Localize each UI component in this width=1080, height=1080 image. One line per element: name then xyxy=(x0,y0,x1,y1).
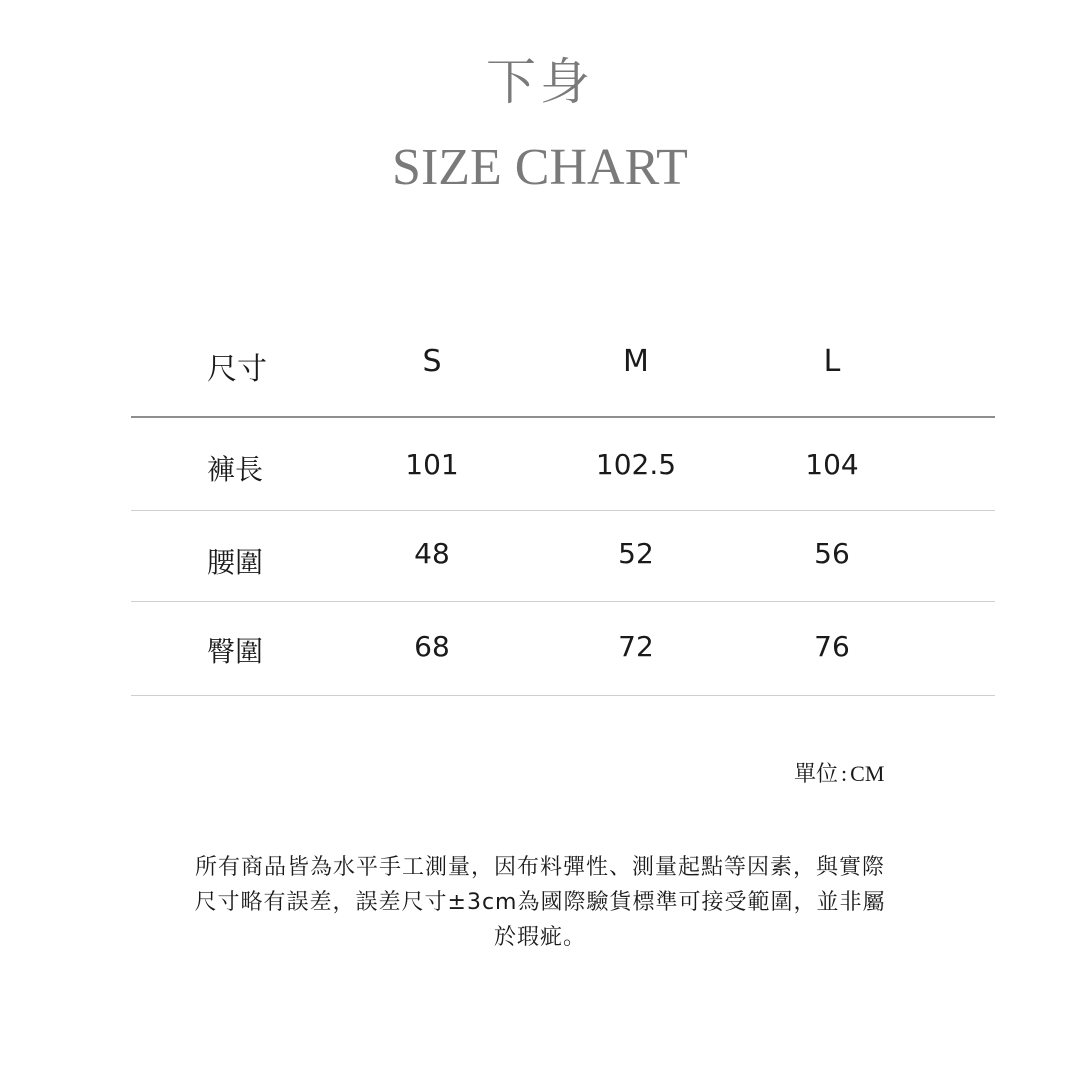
row-label-hip: 臀圍 xyxy=(207,635,264,668)
header-size-label: 尺寸 xyxy=(207,352,267,387)
disclaimer-line-2: 尺寸略有誤差，誤差尺寸±3cm為國際驗貨標準可接受範圍，並非屬 xyxy=(194,890,886,915)
disclaimer-line-3: 於瑕疵。 xyxy=(493,925,586,950)
unit-label: 單位 xyxy=(794,762,839,787)
row-label-pants-length: 褲長 xyxy=(207,453,264,486)
disclaimer-line-1: 所有商品皆為水平手工測量，因布料彈性、測量起點等因素，與實際 xyxy=(194,855,885,880)
unit-value: CM xyxy=(850,761,885,786)
row-label-waist: 腰圍 xyxy=(207,546,264,579)
table-row: 腰圍 48 52 56 xyxy=(131,511,995,602)
table-header-row: 尺寸 S M L xyxy=(131,318,995,418)
unit-note xyxy=(794,757,884,788)
size-table xyxy=(131,318,995,696)
page-title-english: SIZE CHART xyxy=(392,139,688,196)
unit-separator: : xyxy=(841,761,848,786)
measurement-disclaimer xyxy=(180,850,900,955)
table-row: 臀圍 68 72 76 xyxy=(131,602,995,696)
page-title-chinese: 下身 xyxy=(486,53,594,111)
table-row: 褲長 101 102.5 104 xyxy=(131,418,995,511)
